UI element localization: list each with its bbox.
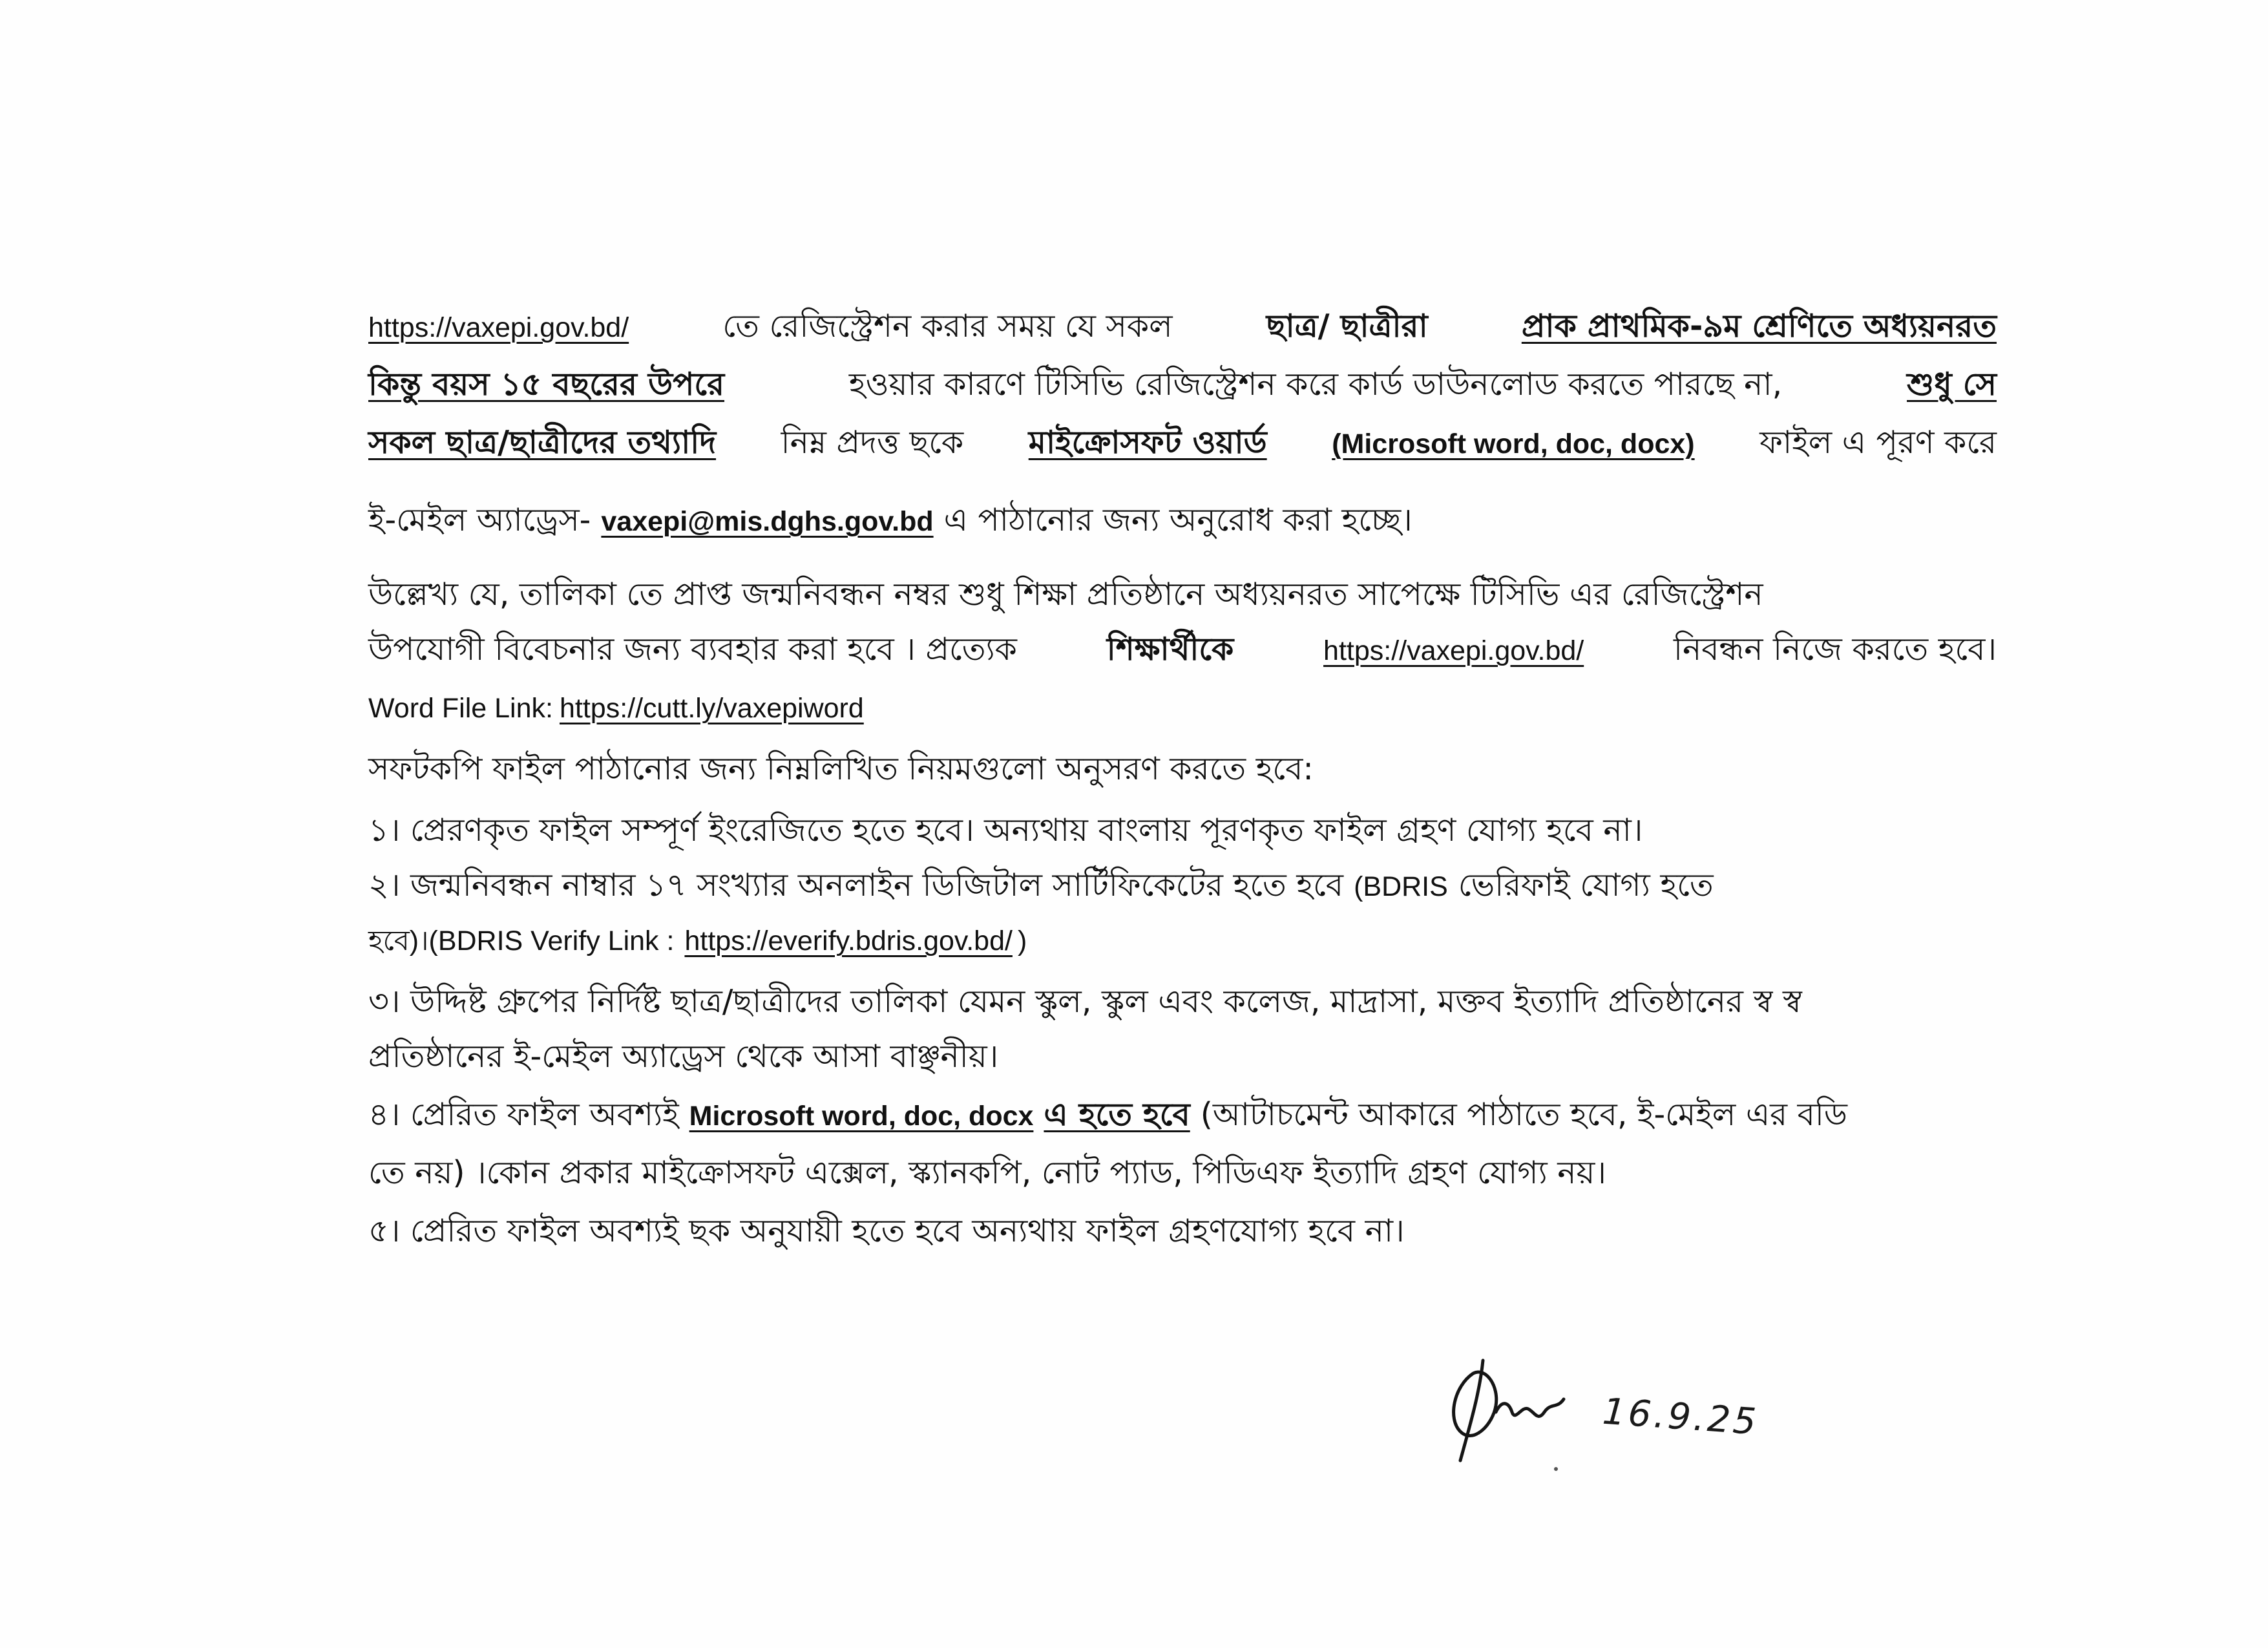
paragraph-3-line-1	[368, 576, 1997, 613]
p3-text-3: নিবন্ধন নিজে করতে হবে।	[1673, 631, 1997, 668]
rule-4-text-2: (আটাচমেন্ট আকারে পাঠাতে হবে, ই-মেইল এর বডি	[1200, 1096, 1847, 1133]
rule-2-bdris: (BDRIS	[1354, 871, 1448, 902]
rule-4-text-1: ৪। প্রেরিত ফাইল অবশ্যই	[368, 1096, 679, 1133]
rule-1	[368, 812, 1997, 849]
p2-text-2: এ পাঠানোর জন্য অনুরোধ করা হচ্ছে।	[943, 502, 1412, 538]
rule-3-line-1	[368, 983, 1997, 1020]
rule-5-text: ৫। প্রেরিত ফাইল অবশ্যই ছক অনুযায়ী হতে হবে অন্যথায় ফাইল গ্রহণযোগ্য হবে না।	[368, 1212, 1405, 1249]
email-link[interactable]: vaxepi@mis.dghs.gov.bd	[601, 506, 934, 537]
p1-class-range: প্রাক প্রাথমিক-৯ম শ্রেণিতে অধ্যয়নরত	[1521, 308, 1997, 344]
word-file-line	[368, 695, 1997, 723]
rule-4-ms-word: Microsoft word, doc, docx	[689, 1101, 1034, 1132]
word-file-label: Word File Link:	[368, 693, 553, 724]
rule-3-line-2	[368, 1038, 1997, 1075]
paragraph-2	[368, 504, 1997, 536]
vaxepi-link[interactable]: https://vaxepi.gov.bd/	[368, 312, 629, 343]
paragraph-3-line-2	[368, 631, 1997, 668]
p1-text-4: ফাইল এ পূরণ করে	[1759, 424, 1997, 461]
rule-2-line-2	[368, 927, 1997, 955]
handwritten-signature	[1434, 1347, 1602, 1464]
paragraph-1-line-1	[368, 310, 1997, 342]
p1-student-info: সকল ছাত্র/ছাত্রীদের তথ্যাদি	[368, 424, 717, 461]
p1-students: ছাত্র/ ছাত্রীরা	[1266, 308, 1428, 344]
p1-text-1: তে রেজিস্ট্রেশন করার সময় যে সকল	[722, 308, 1173, 344]
rule-4-must-be: এ হতে হবে	[1044, 1096, 1190, 1133]
rule-2-text-1: ২। জন্মনিবন্ধন নাম্বার ১৭ সংখ্যার অনলাইন ডিজিটাল সার্টিফিকেটের হতে হবে	[368, 867, 1344, 903]
paragraph-1-line-3	[368, 424, 1997, 461]
p3-text-2: উপযোগী বিবেচনার জন্য ব্যবহার করা হবে । প্রত্যেক	[368, 631, 1017, 668]
p3-each-student: শিক্ষার্থীকে	[1106, 631, 1234, 668]
bdris-verify-link[interactable]: https://everify.bdris.gov.bd/	[684, 925, 1013, 956]
p1-ms-word-bn: মাইক্রোসফট ওয়ার্ড	[1028, 424, 1267, 461]
rule-1-text: ১। প্রেরণকৃত ফাইল সম্পূর্ণ ইংরেজিতে হতে হবে। অন্যথায় বাংলায় পূরণকৃত ফাইল গ্রহণ যোগ্য হবে না।	[368, 812, 1643, 849]
rules-intro-text: সফটকপি ফাইল পাঠানোর জন্য নিম্নলিখিত নিয়মগুলো অনুসরণ করতে হবে:	[368, 750, 1314, 787]
rule-4-text-3: তে নয়) ।কোন প্রকার মাইক্রোসফট এক্সেল, স্ক্যানকপি, নোট প্যাড, পিডিএফ ইত্যাদি গ্রহণ যোগ্য নয়।	[368, 1154, 1606, 1191]
p1-only-those: শুধু সে	[1907, 366, 1997, 403]
rule-2-text-2: ভেরিফাই যোগ্য হতে	[1458, 867, 1714, 903]
rule-3-text-1: ৩। উদ্দিষ্ট গ্রুপের নির্দিষ্ট ছাত্র/ছাত্রীদের তালিকা যেমন স্কুল, স্কুল এবং কলেজ, মাদ্রাসা, মক্তব ইত্যাদি প্রতিষ্ঠানের স্ব স্ব	[368, 983, 1802, 1020]
rule-2-text-3: হবে)।(BDRIS Verify Link :	[368, 925, 675, 956]
vaxepi-link-2[interactable]: https://vaxepi.gov.bd/	[1323, 635, 1584, 666]
rule-4-line-2	[368, 1154, 1997, 1191]
scan-speck	[1554, 1467, 1558, 1471]
rules-intro	[368, 750, 1997, 787]
p2-text-1: ই-মেইল অ্যাড্রেস-	[368, 502, 591, 538]
rule-5	[368, 1212, 1997, 1249]
p1-text-3: নিম্ন প্রদত্ত ছকে	[781, 424, 964, 461]
p1-age-condition: কিন্তু বয়স ১৫ বছরের উপরে	[368, 366, 725, 403]
paragraph-1-line-2	[368, 366, 1997, 403]
p1-text-2: হওয়ার কারণে টিসিভি রেজিস্ট্রেশন করে কার্ড ডাউনলোড করতে পারছে না,	[848, 366, 1783, 403]
rule-2-close: )	[1017, 925, 1027, 956]
p1-ms-word-en: (Microsoft word, doc, docx)	[1332, 428, 1695, 460]
rule-2-line-1	[368, 869, 1997, 901]
p3-text-1: উল্লেখ্য যে, তালিকা তে প্রাপ্ত জন্মনিবন্ধন নম্বর শুধু শিক্ষা প্রতিষ্ঠানে অধ্যয়নরত সাপেক্ষে টিসিভি এর রেজিস্ট্রেশন	[368, 576, 1763, 613]
word-file-link[interactable]: https://cutt.ly/vaxepiword	[559, 693, 864, 724]
rule-3-text-2: প্রতিষ্ঠানের ই-মেইল অ্যাড্রেস থেকে আসা বাঞ্ছনীয়।	[368, 1038, 999, 1075]
signature-date: 16.9.25	[1601, 1390, 1760, 1444]
rule-4-line-1	[368, 1096, 1997, 1133]
